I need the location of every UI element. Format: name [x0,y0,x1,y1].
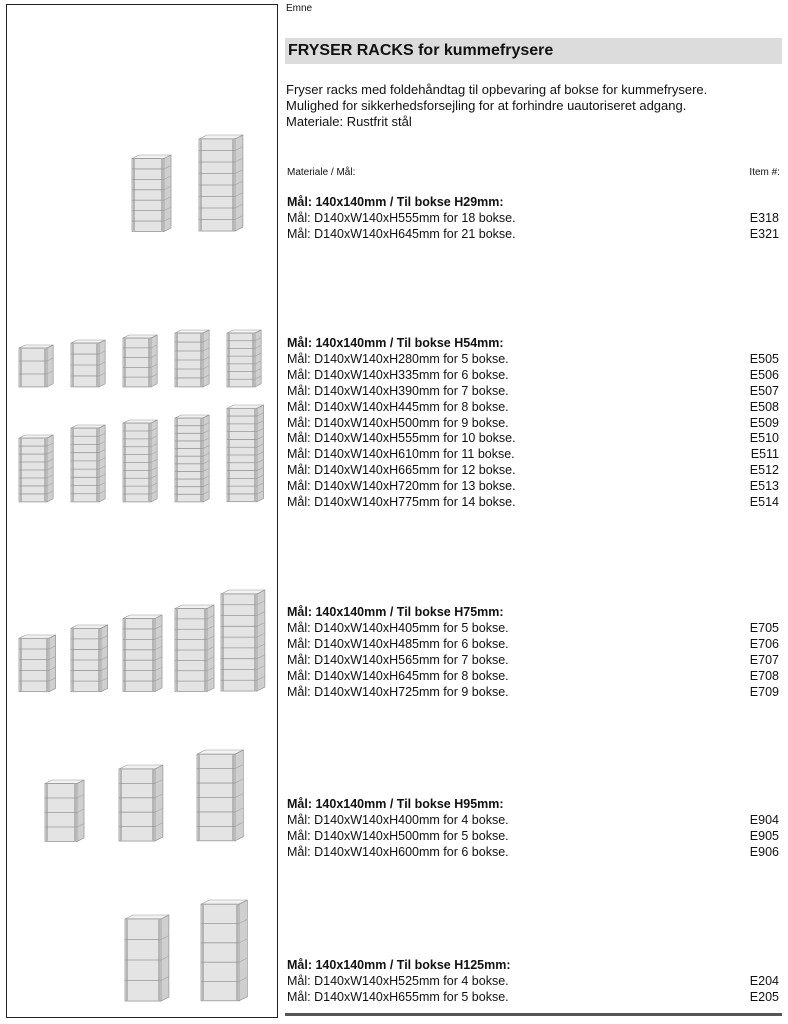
rack-icon [119,765,163,841]
item-number: E514 [749,495,779,510]
item-number: E507 [749,383,779,398]
item-number: E707 [749,652,779,667]
item-number: E511 [750,447,779,462]
product-description: Mål: D140xW140xH645mm for 21 bokse. [287,226,516,241]
rack-icon [125,915,169,1001]
intro-line: Mulighed for sikkerhedsforsejling for at forhindre uautoriseret adgang. [286,98,687,113]
rack-icon [175,330,209,387]
product-description: Mål: D140xW140xH555mm for 10 bokse. [287,431,516,446]
product-description: Mål: D140xW140xH565mm for 7 bokse. [287,652,509,667]
product-description: Mål: D140xW140xH655mm for 5 bokse. [287,989,509,1004]
product-row [287,211,781,227]
product-description: Mål: D140xW140xH500mm for 5 bokse. [287,828,509,843]
product-row [287,384,781,400]
item-number: E318 [749,210,779,225]
product-row [287,495,781,511]
rack-icon [132,155,171,231]
rack-icon [221,590,265,691]
product-row [287,368,781,384]
rack-icon [123,420,157,502]
item-number: E205 [749,989,779,1004]
section-heading: Mål: 140x140mm / Til bokse H54mm: [287,336,504,350]
column-header-material: Materiale / Mål: [287,167,356,178]
product-description: Mål: D140xW140xH775mm for 14 bokse. [287,495,516,510]
rack-icon [71,425,105,502]
rack-icon [19,435,53,502]
product-row [287,669,781,685]
rack-icon [227,330,261,387]
product-row [287,845,781,861]
rack-icon [175,605,214,691]
product-row [287,463,781,479]
item-number: E706 [749,636,779,651]
item-number: E905 [749,828,779,843]
page-title: FRYSER RACKS for kummefrysere [288,42,554,59]
product-description: Mål: D140xW140xH665mm for 12 bokse. [287,463,516,478]
section-heading: Mål: 140x140mm / Til bokse H95mm: [287,797,504,811]
item-number: E709 [749,684,779,699]
product-row [287,685,781,701]
product-description: Mål: D140xW140xH525mm for 4 bokse. [287,973,509,988]
rack-icon [227,405,264,502]
product-description: Mål: D140xW140xH390mm for 7 bokse. [287,383,509,398]
intro-text [286,82,781,130]
item-number: E509 [749,415,779,430]
item-number: E708 [749,668,779,683]
item-number: E705 [749,620,779,635]
product-description: Mål: D140xW140xH720mm for 13 bokse. [287,479,516,494]
item-number: E508 [749,399,779,414]
product-row [287,974,781,990]
product-section [287,336,781,511]
item-number: E906 [749,844,779,859]
item-number: E904 [749,812,779,827]
rack-icon [71,340,105,387]
product-row [287,637,781,653]
item-number: E512 [749,463,779,478]
rack-icon [71,625,108,692]
item-number: E505 [749,351,779,366]
product-row [287,416,781,432]
intro-line: Materiale: Rustfrit stål [286,114,412,129]
subject-label: Emne [286,3,313,14]
section-heading: Mål: 140x140mm / Til bokse H75mm: [287,605,504,619]
product-description: Mål: D140xW140xH555mm for 18 bokse. [287,210,516,225]
product-row [287,479,781,495]
product-description: Mål: D140xW140xH400mm for 4 bokse. [287,812,509,827]
section-heading: Mål: 140x140mm / Til bokse H29mm: [287,195,504,209]
product-description: Mål: D140xW140xH610mm for 11 bokse. [287,447,515,462]
rack-icon [19,345,53,387]
product-section [287,195,781,243]
product-description: Mål: D140xW140xH645mm for 8 bokse. [287,668,509,683]
product-description: Mål: D140xW140xH600mm for 6 bokse. [287,844,509,859]
product-row [287,829,781,845]
product-section [287,797,781,861]
intro-line: Fryser racks med foldehåndtag til opbevaring af bokse for kummefrysere. [286,82,708,97]
rack-icon [197,750,243,841]
rack-icon [19,635,56,692]
product-row [287,990,781,1006]
product-description: Mål: D140xW140xH485mm for 6 bokse. [287,636,509,651]
product-description: Mål: D140xW140xH445mm for 8 bokse. [287,399,509,414]
rack-illustrations [7,5,277,1017]
product-section [287,958,781,1006]
product-description: Mål: D140xW140xH280mm for 5 bokse. [287,351,509,366]
product-row [287,352,781,368]
rack-icon [201,900,247,1001]
column-header-item: Item #: [749,167,780,178]
rack-icon [123,335,157,387]
product-row [287,813,781,829]
product-description: Mål: D140xW140xH500mm for 9 bokse. [287,415,509,430]
product-image-panel [6,4,278,1018]
product-description: Mål: D140xW140xH335mm for 6 bokse. [287,367,509,382]
rack-icon [45,780,84,841]
product-description: Mål: D140xW140xH405mm for 5 bokse. [287,620,509,635]
rack-icon [175,415,209,502]
item-number: E513 [749,479,779,494]
rack-icon [199,135,243,231]
item-number: E506 [749,367,779,382]
item-number: E321 [749,226,779,241]
product-section [287,605,781,700]
section-heading: Mål: 140x140mm / Til bokse H125mm: [287,958,511,972]
item-number: E204 [749,973,779,988]
product-row [287,653,781,669]
rack-icon [123,615,162,691]
product-row [287,621,781,637]
product-row [287,400,781,416]
product-row [287,431,781,447]
product-row [287,447,781,463]
bottom-divider [285,1013,782,1016]
product-row [287,227,781,243]
product-description: Mål: D140xW140xH725mm for 9 bokse. [287,684,509,699]
item-number: E510 [749,431,779,446]
